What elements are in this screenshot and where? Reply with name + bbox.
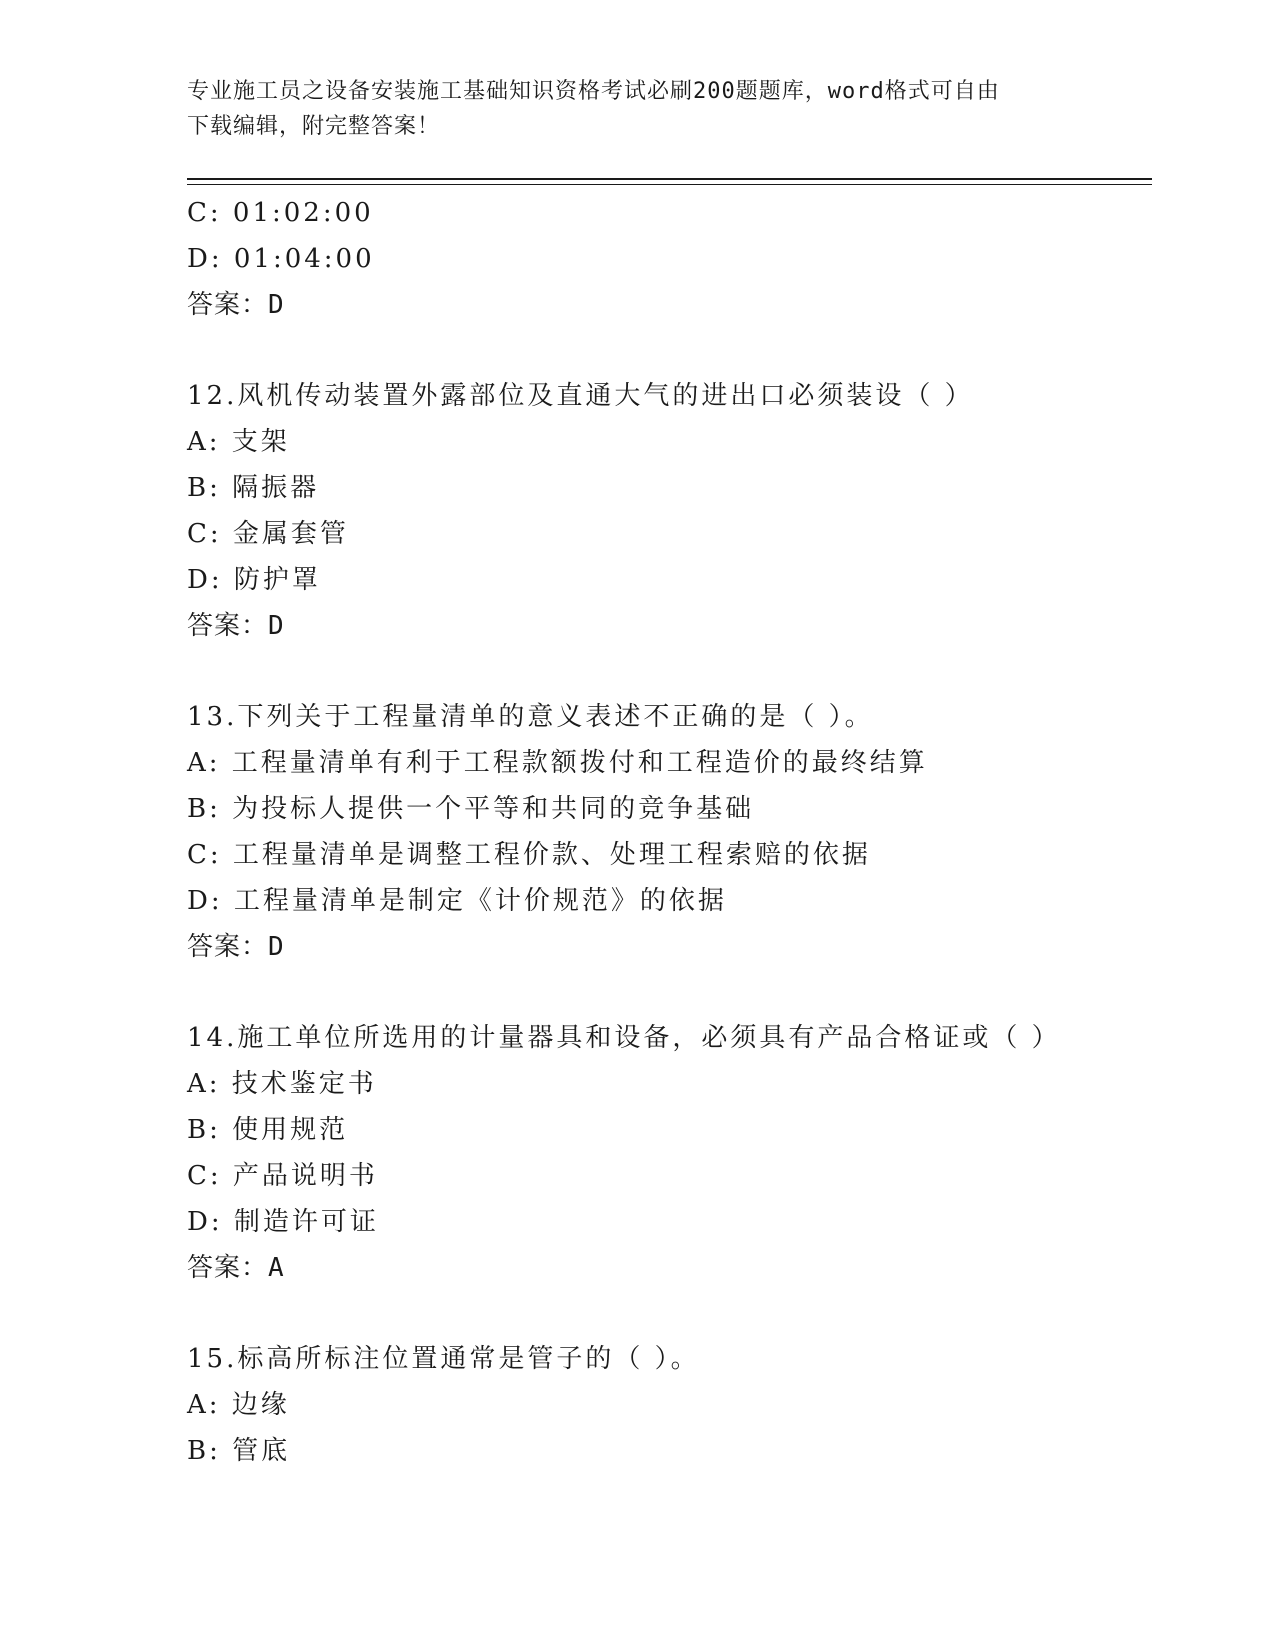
question-fragment <box>187 190 1147 328</box>
option-d: D: 防护罩 <box>187 565 321 595</box>
option-c: C: 金属套管 <box>187 519 349 549</box>
option-c: C: 工程量清单是调整工程价款、处理工程索赔的依据 <box>187 840 871 870</box>
spacer <box>187 649 1147 694</box>
spacer <box>187 970 1147 1015</box>
question-stem: 14.施工单位所选用的计量器具和设备，必须具有产品合格证或（ ） <box>187 1023 1061 1053</box>
document-header <box>187 74 1087 144</box>
answer-line: 答案：D <box>187 611 285 641</box>
question-list <box>187 190 1147 1474</box>
header-divider-thin <box>187 184 1152 185</box>
question-stem: 15.标高所标注位置通常是管子的（ ）。 <box>187 1344 700 1374</box>
option-a: A: 边缘 <box>187 1390 290 1420</box>
question-stem: 13.下列关于工程量清单的意义表述不正确的是（ ）。 <box>187 702 874 732</box>
header-title-line-1: 专业施工员之设备安装施工基础知识资格考试必刷200题题库，word格式可自由 <box>187 79 1000 104</box>
option-d: D: 01:04:00 <box>187 244 375 274</box>
question-13 <box>187 694 1147 970</box>
option-c: C: 产品说明书 <box>187 1161 378 1191</box>
option-c: C: 01:02:00 <box>187 198 374 228</box>
header-divider-thick <box>187 178 1152 180</box>
question-14 <box>187 1015 1147 1291</box>
question-12 <box>187 373 1147 649</box>
answer-line: 答案：A <box>187 1253 285 1283</box>
answer-line: 答案：D <box>187 290 285 320</box>
spacer <box>187 1291 1147 1336</box>
spacer <box>187 328 1147 373</box>
question-15 <box>187 1336 1147 1474</box>
option-a: A: 支架 <box>187 427 290 457</box>
option-d: D: 工程量清单是制定《计价规范》的依据 <box>187 886 727 916</box>
option-b: B: 隔振器 <box>187 473 320 503</box>
option-b: B: 为投标人提供一个平等和共同的竞争基础 <box>187 794 755 824</box>
option-d: D: 制造许可证 <box>187 1207 379 1237</box>
question-stem: 12.风机传动装置外露部位及直通大气的进出口必须装设（ ） <box>187 381 974 411</box>
option-a: A: 技术鉴定书 <box>187 1069 377 1099</box>
option-b: B: 使用规范 <box>187 1115 349 1145</box>
option-a: A: 工程量清单有利于工程款额拨付和工程造价的最终结算 <box>187 748 928 778</box>
header-title-line-2: 下载编辑，附完整答案！ <box>187 114 441 139</box>
option-b: B: 管底 <box>187 1436 291 1466</box>
answer-line: 答案：D <box>187 932 285 962</box>
